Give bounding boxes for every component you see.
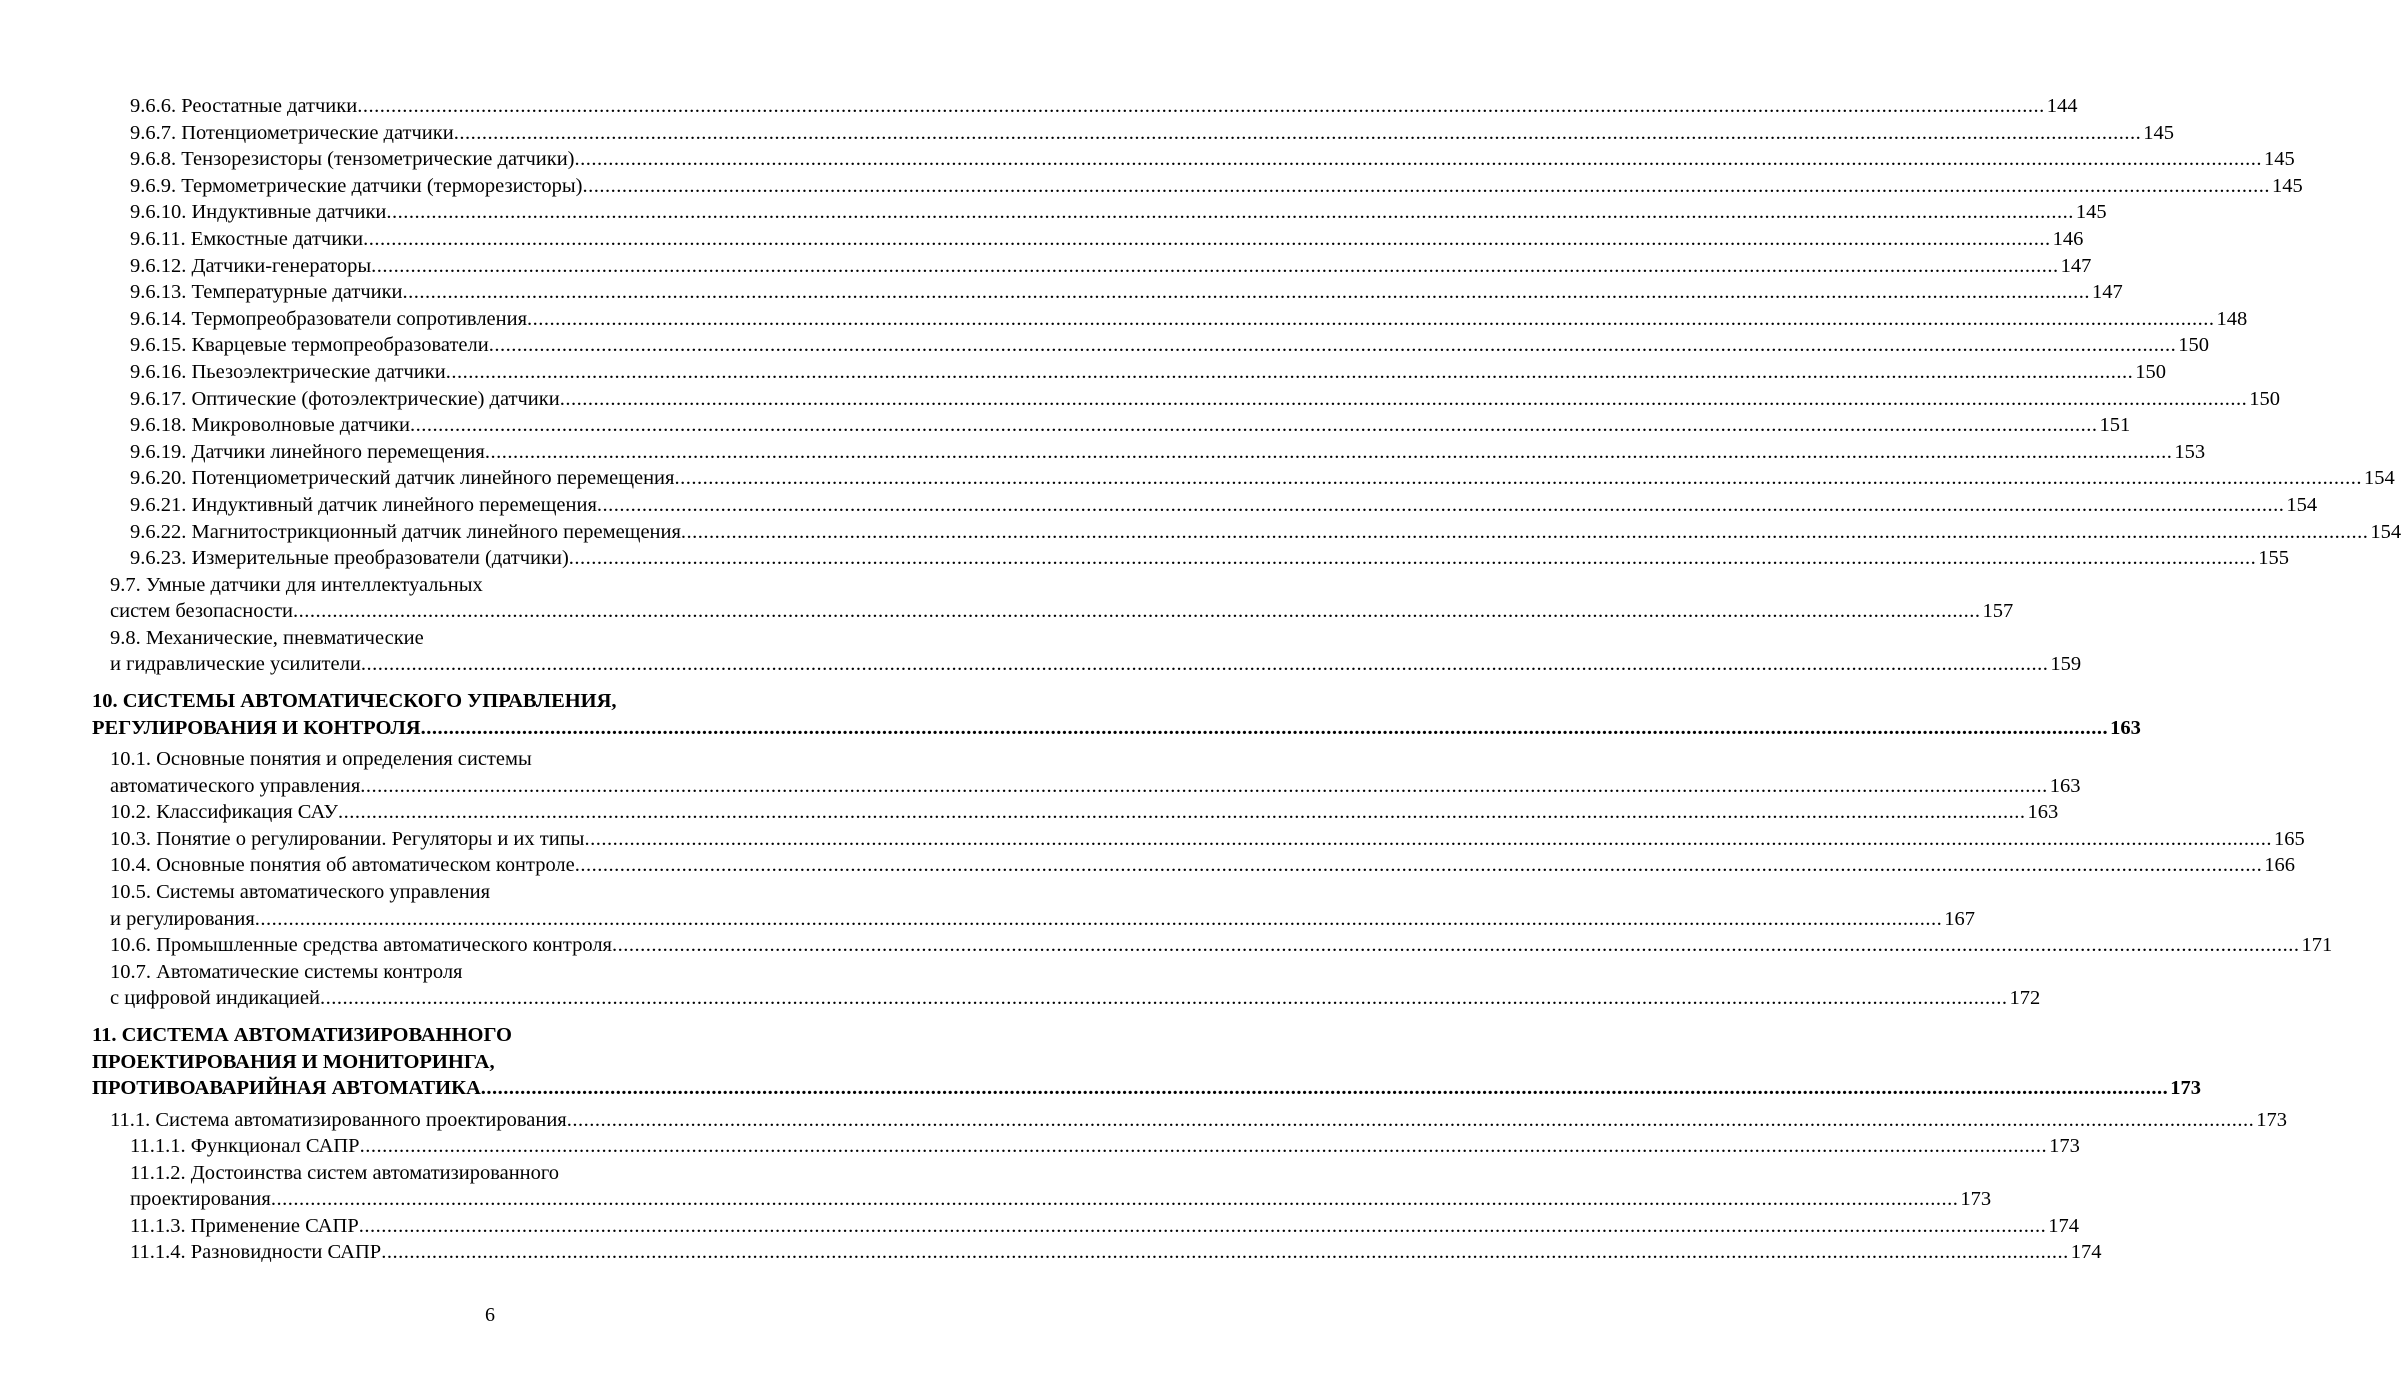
toc-entry bbox=[92, 1107, 2287, 1134]
toc-page-number: 172 bbox=[2009, 987, 2041, 1010]
toc-entry-leader-line bbox=[130, 386, 2280, 413]
toc-page-number: 145 bbox=[2264, 148, 2295, 171]
toc-entry-leader-line bbox=[110, 773, 2081, 800]
toc-entry-title-line: 9.6.11. Емкостные датчики bbox=[130, 227, 364, 250]
dot-leader: ............................................................................................................................................................................................................................................................................................................ bbox=[480, 1077, 2169, 1099]
toc-entry-leader-line bbox=[130, 120, 2174, 147]
toc-entry-title-line: 9.6.6. Реостатные датчики bbox=[130, 95, 358, 117]
dot-leader: ............................................................................................................................................................................................................................................................................................................ bbox=[611, 934, 2300, 957]
toc-entry-title-line: 9.6.16. Пьезоэлектрические датчики bbox=[130, 360, 446, 383]
toc-page-number: 171 bbox=[2301, 934, 2333, 957]
toc-entry-title-line: 9.6.15. Кварцевые термопреобразователи bbox=[130, 334, 489, 357]
toc-entry-title-line: и гидравлические усилители bbox=[110, 653, 361, 676]
toc-entry-leader-line bbox=[130, 1186, 1992, 1213]
toc-page-number: 147 bbox=[2092, 281, 2123, 304]
toc-entry-leader-line bbox=[130, 545, 2290, 572]
dot-leader: ............................................................................................................................................................................................................................................................................................................ bbox=[409, 414, 2098, 437]
toc-entry bbox=[92, 199, 2107, 226]
toc-entry-leader-line bbox=[110, 1107, 2287, 1134]
dot-leader: ............................................................................................................................................................................................................................................................................................................ bbox=[559, 387, 2248, 410]
toc-entry-title-line: 9.6.22. Магнитострикционный датчик линейного перемещения bbox=[130, 520, 681, 543]
toc-entry-leader-line bbox=[110, 932, 2333, 959]
toc-entry bbox=[92, 852, 2296, 879]
toc-entry-leader-line bbox=[110, 852, 2296, 879]
toc-entry-leader-line bbox=[130, 173, 2303, 200]
toc-entry-leader-line bbox=[130, 226, 2084, 253]
toc-entry-title-line: 10.5. Системы автоматического управления bbox=[110, 881, 491, 904]
toc-entry bbox=[92, 1160, 1992, 1213]
dot-leader: ............................................................................................................................................................................................................................................................................................................ bbox=[596, 493, 2285, 516]
toc-page-number: 166 bbox=[2264, 854, 2296, 877]
toc-page-number: 173 bbox=[2256, 1108, 2287, 1131]
dot-leader: ............................................................................................................................................................................................................................................................................................................ bbox=[371, 254, 2059, 277]
toc-entry-leader-line bbox=[130, 412, 2131, 439]
toc-entry-leader-line bbox=[110, 651, 2082, 678]
toc-entry-leader-line bbox=[130, 492, 2318, 519]
toc-page-number: 174 bbox=[2048, 1214, 2079, 1237]
toc-entry-title-line: 11. СИСТЕМА АВТОМАТИЗИРОВАННОГО bbox=[92, 1024, 512, 1046]
toc-page-number: 165 bbox=[2273, 827, 2305, 850]
toc-chapter bbox=[92, 1022, 2202, 1102]
dot-leader: ............................................................................................................................................................................................................................................................................................................ bbox=[568, 547, 2257, 570]
toc-entry bbox=[92, 932, 2333, 959]
toc-entry bbox=[92, 226, 2084, 253]
toc-entry bbox=[92, 306, 2248, 333]
toc-entry-leader-line bbox=[130, 1133, 2080, 1160]
toc-entry-leader-line bbox=[110, 906, 1976, 933]
toc-entry-title-line: 10.3. Понятие о регулировании. Регуляторы и их типы bbox=[110, 827, 585, 850]
toc-entry-title-line: 11.1.4. Разновидности САПР bbox=[130, 1241, 382, 1264]
dot-leader: ............................................................................................................................................................................................................................................................................................................ bbox=[674, 467, 2362, 490]
toc-entry bbox=[92, 1239, 2102, 1266]
toc-entry-title-line: с цифровой индикацией bbox=[110, 987, 320, 1010]
toc-entry-leader-line bbox=[92, 1075, 2202, 1102]
toc-entry bbox=[92, 519, 2401, 546]
toc-chapter bbox=[92, 688, 2141, 741]
toc-entry-title-line: 9.6.21. Индуктивный датчик линейного перемещения bbox=[130, 493, 597, 516]
toc-page-number: 163 bbox=[2027, 801, 2059, 824]
toc-entry bbox=[92, 279, 2123, 306]
toc-entry-title-line: 9.6.18. Микроволновые датчики bbox=[130, 414, 410, 437]
toc-entry-title-line: 10.4. Основные понятия об автоматическом контроле bbox=[110, 854, 575, 877]
dot-leader: ............................................................................................................................................................................................................................................................................................................ bbox=[488, 334, 2177, 357]
toc-entry-leader-line bbox=[130, 359, 2166, 386]
toc-page-number: 163 bbox=[2049, 774, 2081, 797]
toc-entry-leader-line bbox=[130, 519, 2401, 546]
toc-entry-title-line: 11.1.3. Применение САПР bbox=[130, 1214, 359, 1237]
toc-page-number: 173 bbox=[1960, 1188, 1992, 1211]
toc-entry bbox=[92, 1213, 2079, 1240]
toc-page-number: 150 bbox=[2249, 387, 2280, 410]
dot-leader: ............................................................................................................................................................................................................................................................................................................ bbox=[484, 440, 2173, 463]
table-of-contents bbox=[92, 93, 2401, 1266]
toc-page-number: 154 bbox=[2363, 467, 2395, 490]
toc-page-number: 151 bbox=[2099, 414, 2131, 437]
toc-entry-title-line: 9.6.10. Индуктивные датчики bbox=[130, 201, 387, 224]
toc-page-number: 154 bbox=[2370, 520, 2401, 543]
toc-entry bbox=[92, 173, 2303, 200]
dot-leader: ............................................................................................................................................................................................................................................................................................................ bbox=[360, 653, 2049, 676]
toc-entry-title-line: 9.6.7. Потенциометрические датчики bbox=[130, 121, 454, 144]
toc-entry bbox=[92, 1133, 2080, 1160]
toc-entry bbox=[92, 959, 2041, 1012]
toc-entry-title-line: 11.1.2. Достоинства систем автоматизированного bbox=[130, 1161, 560, 1184]
toc-entry-leader-line bbox=[130, 93, 2078, 120]
toc-entry-leader-line bbox=[110, 985, 2041, 1012]
dot-leader: ............................................................................................................................................................................................................................................................................................................ bbox=[386, 201, 2074, 224]
dot-leader: ............................................................................................................................................................................................................................................................................................................ bbox=[680, 520, 2369, 543]
toc-entry bbox=[92, 332, 2209, 359]
toc-entry bbox=[92, 359, 2166, 386]
toc-page-number: 150 bbox=[2135, 360, 2166, 383]
toc-page-number: 147 bbox=[2060, 254, 2092, 277]
toc-entry bbox=[92, 439, 2206, 466]
toc-entry-title-line: ПРОЕКТИРОВАНИЯ И МОНИТОРИНГА, bbox=[92, 1050, 495, 1073]
dot-leader: ............................................................................................................................................................................................................................................................................................................ bbox=[363, 227, 2051, 250]
toc-entry-title-line: 9.6.9. Термометрические датчики (терморезисторы) bbox=[130, 174, 583, 197]
toc-entry bbox=[92, 492, 2318, 519]
toc-page-number: 155 bbox=[2258, 547, 2290, 570]
toc-entry-leader-line bbox=[130, 306, 2248, 333]
toc-entry-title-line: 9.6.20. Потенциометрический датчик линейного перемещения bbox=[130, 467, 675, 490]
toc-page-number: 145 bbox=[2271, 174, 2303, 197]
toc-page-number: 145 bbox=[2075, 201, 2107, 224]
dot-leader: ............................................................................................................................................................................................................................................................................................................ bbox=[584, 827, 2272, 850]
toc-entry bbox=[92, 146, 2295, 173]
toc-entry-title-line: проектирования bbox=[130, 1188, 271, 1211]
toc-entry-title-line: систем безопасности bbox=[110, 600, 293, 623]
toc-entry-title-line: 9.7. Умные датчики для интеллектуальных bbox=[110, 573, 483, 596]
toc-page-number: 145 bbox=[2143, 121, 2174, 144]
toc-entry-title-line: 11.1. Система автоматизированного проектирования bbox=[110, 1108, 567, 1131]
toc-entry-leader-line bbox=[110, 598, 2014, 625]
dot-leader: ............................................................................................................................................................................................................................................................................................................ bbox=[337, 801, 2026, 824]
toc-entry-title-line: 11.1.1. Функционал САПР bbox=[130, 1135, 360, 1158]
page-number: 6 bbox=[485, 1304, 495, 1326]
dot-leader: ............................................................................................................................................................................................................................................................................................................ bbox=[358, 1214, 2047, 1237]
toc-entry-title-line: 9.8. Механические, пневматические bbox=[110, 626, 424, 649]
toc-entry bbox=[92, 253, 2092, 280]
toc-entry-leader-line bbox=[110, 826, 2305, 853]
toc-page-number: 148 bbox=[2216, 307, 2248, 330]
toc-entry-title-line: 9.6.8. Тензорезисторы (тензометрические датчики) bbox=[130, 148, 575, 171]
toc-entry bbox=[92, 120, 2174, 147]
toc-page-number: 153 bbox=[2174, 440, 2206, 463]
dot-leader: ............................................................................................................................................................................................................................................................................................................ bbox=[453, 121, 2142, 144]
toc-page-number: 173 bbox=[2049, 1135, 2080, 1158]
toc-entry-title-line: 10.7. Автоматические системы контроля bbox=[110, 960, 463, 983]
toc-entry-title-line: 9.6.14. Термопреобразователи сопротивления bbox=[130, 307, 528, 330]
toc-entry bbox=[92, 625, 2082, 678]
toc-page-number: 144 bbox=[2046, 95, 2078, 117]
toc-entry bbox=[92, 465, 2395, 492]
toc-page-number: 163 bbox=[2110, 716, 2141, 739]
dot-leader: ............................................................................................................................................................................................................................................................................................................ bbox=[445, 360, 2134, 383]
toc-entry-title-line: 9.6.12. Датчики-генераторы bbox=[130, 254, 372, 277]
toc-entry-title-line: 10.6. Промышленные средства автоматического контроля bbox=[110, 934, 612, 957]
toc-entry-leader-line bbox=[130, 332, 2209, 359]
toc-page-number: 159 bbox=[2050, 653, 2082, 676]
toc-entry-title-line: РЕГУЛИРОВАНИЯ И КОНТРОЛЯ bbox=[92, 716, 421, 739]
toc-entry bbox=[92, 545, 2290, 572]
toc-entry-leader-line bbox=[110, 799, 2059, 826]
toc-page-number: 167 bbox=[1944, 907, 1976, 930]
toc-entry-title-line: 9.6.13. Температурные датчики bbox=[130, 281, 403, 304]
dot-leader: ............................................................................................................................................................................................................................................................................................................ bbox=[582, 174, 2270, 197]
toc-entry bbox=[92, 826, 2305, 853]
toc-entry-title-line: 10. СИСТЕМЫ АВТОМАТИЧЕСКОГО УПРАВЛЕНИЯ, bbox=[92, 690, 617, 713]
toc-entry-title-line: 9.6.23. Измерительные преобразователи (датчики) bbox=[130, 547, 569, 570]
toc-entry-leader-line bbox=[130, 279, 2123, 306]
toc-page-number: 146 bbox=[2052, 227, 2084, 250]
toc-entry bbox=[92, 746, 2081, 799]
toc-page-number: 154 bbox=[2286, 493, 2318, 516]
toc-entry-title-line: автоматического управления bbox=[110, 774, 361, 797]
toc-page-number: 173 bbox=[2170, 1077, 2202, 1099]
toc-entry-leader-line bbox=[130, 465, 2395, 492]
toc-entry-title-line: ПРОТИВОАВАРИЙНАЯ АВТОМАТИКА bbox=[92, 1077, 481, 1099]
dot-leader: ............................................................................................................................................................................................................................................................................................................ bbox=[357, 95, 2045, 117]
toc-entry-leader-line bbox=[130, 146, 2295, 173]
toc-entry bbox=[92, 93, 2078, 120]
toc-entry-title-line: и регулирования bbox=[110, 907, 255, 930]
toc-entry bbox=[92, 799, 2059, 826]
toc-entry-title-line: 10.2. Классификация САУ bbox=[110, 801, 338, 824]
dot-leader: ............................................................................................................................................................................................................................................................................................................ bbox=[574, 854, 2263, 877]
dot-leader: ............................................................................................................................................................................................................................................................................................................ bbox=[319, 987, 2008, 1010]
dot-leader: ............................................................................................................................................................................................................................................................................................................ bbox=[381, 1241, 2069, 1264]
toc-entry-leader-line bbox=[130, 439, 2206, 466]
toc-entry-leader-line bbox=[130, 1213, 2079, 1240]
dot-leader: ............................................................................................................................................................................................................................................................................................................ bbox=[254, 907, 1943, 930]
dot-leader: ............................................................................................................................................................................................................................................................................................................ bbox=[402, 281, 2091, 304]
toc-entry-title-line: 9.6.17. Оптические (фотоэлектрические) датчики bbox=[130, 387, 560, 410]
toc-entry bbox=[92, 386, 2280, 413]
toc-entry-title-line: 9.6.19. Датчики линейного перемещения bbox=[130, 440, 485, 463]
dot-leader: ............................................................................................................................................................................................................................................................................................................ bbox=[359, 1135, 2048, 1158]
toc-entry-leader-line bbox=[130, 253, 2092, 280]
dot-leader: ............................................................................................................................................................................................................................................................................................................ bbox=[360, 774, 2048, 797]
toc-entry-title-line: 10.1. Основные понятия и определения системы bbox=[110, 748, 532, 771]
toc-entry-leader-line bbox=[130, 1239, 2102, 1266]
toc-entry-leader-line bbox=[130, 199, 2107, 226]
dot-leader: ............................................................................................................................................................................................................................................................................................................ bbox=[574, 148, 2263, 171]
dot-leader: ............................................................................................................................................................................................................................................................................................................ bbox=[566, 1108, 2255, 1131]
dot-leader: ............................................................................................................................................................................................................................................................................................................ bbox=[420, 716, 2109, 739]
toc-entry bbox=[92, 412, 2131, 439]
toc-page-number: 174 bbox=[2070, 1241, 2102, 1264]
toc-entry-leader-line bbox=[92, 715, 2141, 742]
dot-leader: ............................................................................................................................................................................................................................................................................................................ bbox=[270, 1188, 1959, 1211]
toc-page-number: 150 bbox=[2178, 334, 2209, 357]
toc-entry bbox=[92, 879, 1976, 932]
dot-leader: ............................................................................................................................................................................................................................................................................................................ bbox=[527, 307, 2215, 330]
dot-leader: ............................................................................................................................................................................................................................................................................................................ bbox=[293, 600, 1981, 623]
toc-entry bbox=[92, 572, 2014, 625]
toc-page-number: 157 bbox=[1982, 600, 2014, 623]
